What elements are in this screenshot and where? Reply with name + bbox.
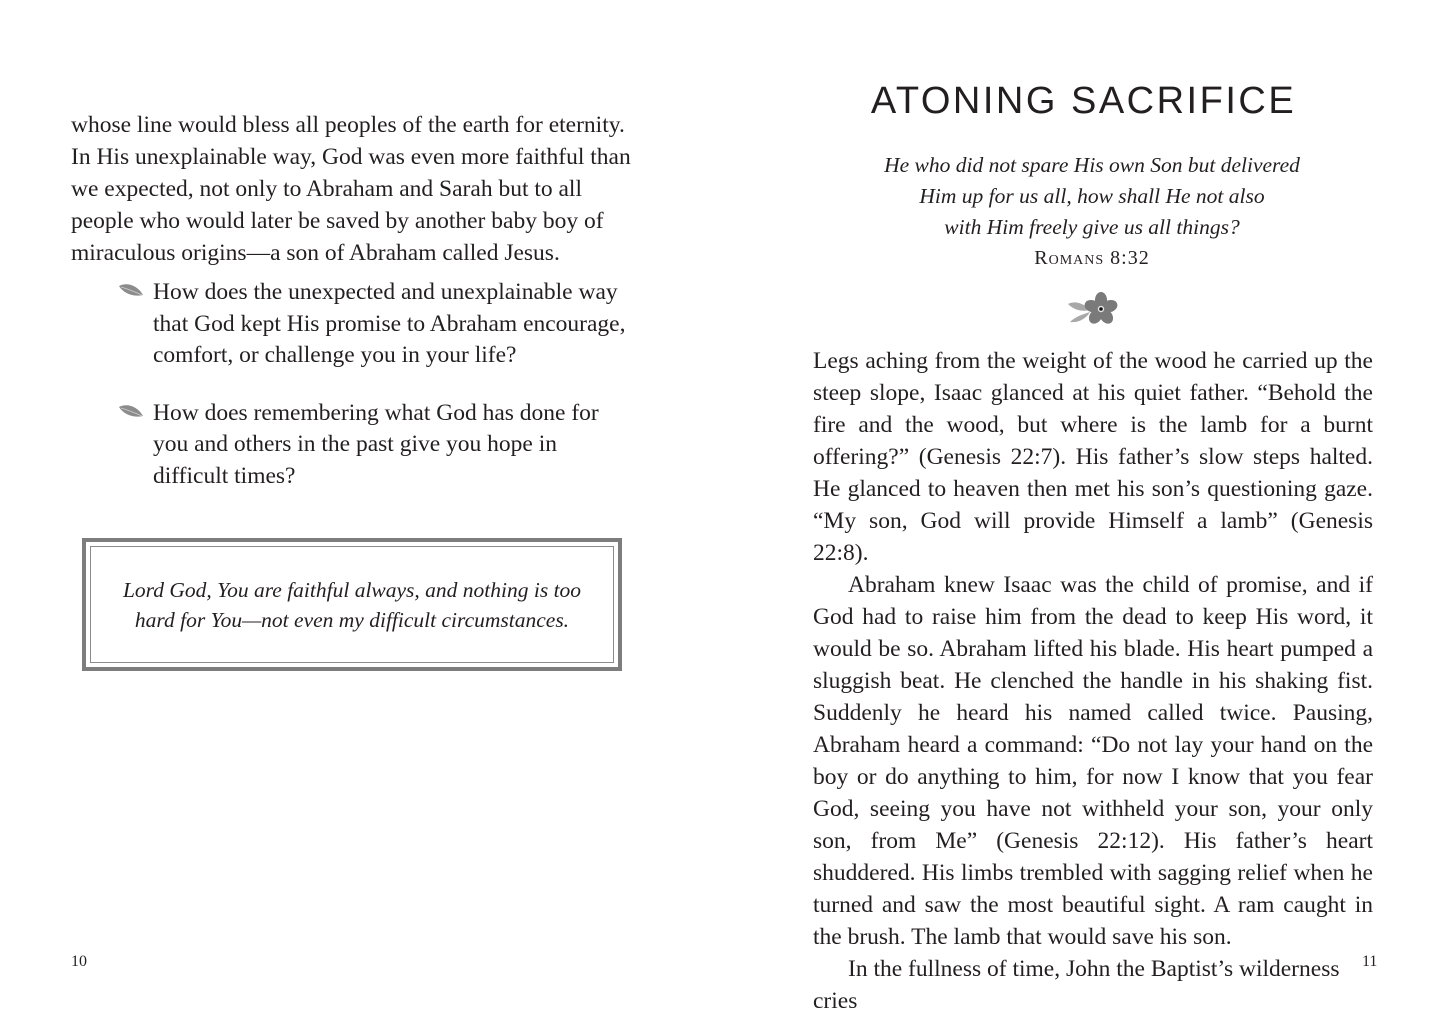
- question-item: [117, 398, 637, 493]
- epigraph-line: Him up for us all, how shall He not also: [919, 184, 1265, 208]
- flower-icon: [1064, 292, 1120, 328]
- question-text: How does the unexpected and unexplainable way that God kept His promise to Abraham encourage, comfort, or challenge you in your life?: [153, 279, 626, 368]
- intro-paragraph: whose line would bless all peoples of the earth for eternity. In His unexplainable way, God was even more faithful than we expected, not only to Abraham and Sarah but to all people who would later be saved by another baby boy of miraculous origins—a son of Abraham called Jesus.: [71, 111, 631, 266]
- reflection-questions: [117, 277, 637, 518]
- page-number: 11: [1362, 953, 1378, 970]
- paragraph: In the fullness of time, John the Baptist’s wilderness cries: [813, 956, 1340, 1014]
- paragraph: Abraham knew Isaac was the child of promise, and if God had to raise him from the dead to keep His word, it would be so. Abraham lifted his blade. His heart pumped a sluggish beat. He clenched the handle in his shaking fist. Suddenly he heard his named called twice. Pausing, Abraham heard a command: “Do not lay your hand on the boy or do anything to him, for now I know that you fear God, seeing you have not withheld your son, your only son, from Me” (Genesis 22:12). His father’s heart shuddered. His limbs trembled with sagging relief when he turned and saw the most beautiful sight. A ram caught in the brush. The lamb that would save his son.: [813, 572, 1373, 950]
- leaf-icon: [117, 403, 145, 421]
- page-number: 10: [71, 953, 87, 970]
- body-text: [813, 345, 1373, 1017]
- scripture-reference: Romans 8:32: [1034, 247, 1150, 269]
- right-page: [722, 0, 1445, 1012]
- prayer-inner-frame: [90, 546, 614, 663]
- chapter-title: ATONING SACRIFICE: [870, 80, 1297, 122]
- leaf-icon: [117, 282, 145, 300]
- prayer-box: [82, 538, 622, 671]
- question-text: How does remembering what God has done for you and others in the past give you hope in difficult times?: [153, 399, 599, 489]
- epigraph: [782, 150, 1402, 273]
- paragraph: Legs aching from the weight of the wood he carried up the steep slope, Isaac glanced at his quiet father. “Behold the fire and the wood, but where is the lamb for a burnt offering?” (Genesis 22:7). His father’s slow steps halted. He glanced to heaven then met his son’s questioning gaze. “My son, God will provide Himself a lamb” (Genesis 22:8).: [813, 348, 1373, 566]
- epigraph-line: with Him freely give us all things?: [944, 215, 1240, 239]
- prayer-text: Lord God, You are faithful always, and nothing is too hard for You—not even my difficult circumstances.: [122, 577, 582, 632]
- left-page: [0, 0, 722, 1012]
- epigraph-line: He who did not spare His own Son but delivered: [884, 153, 1300, 177]
- question-item: [117, 277, 637, 372]
